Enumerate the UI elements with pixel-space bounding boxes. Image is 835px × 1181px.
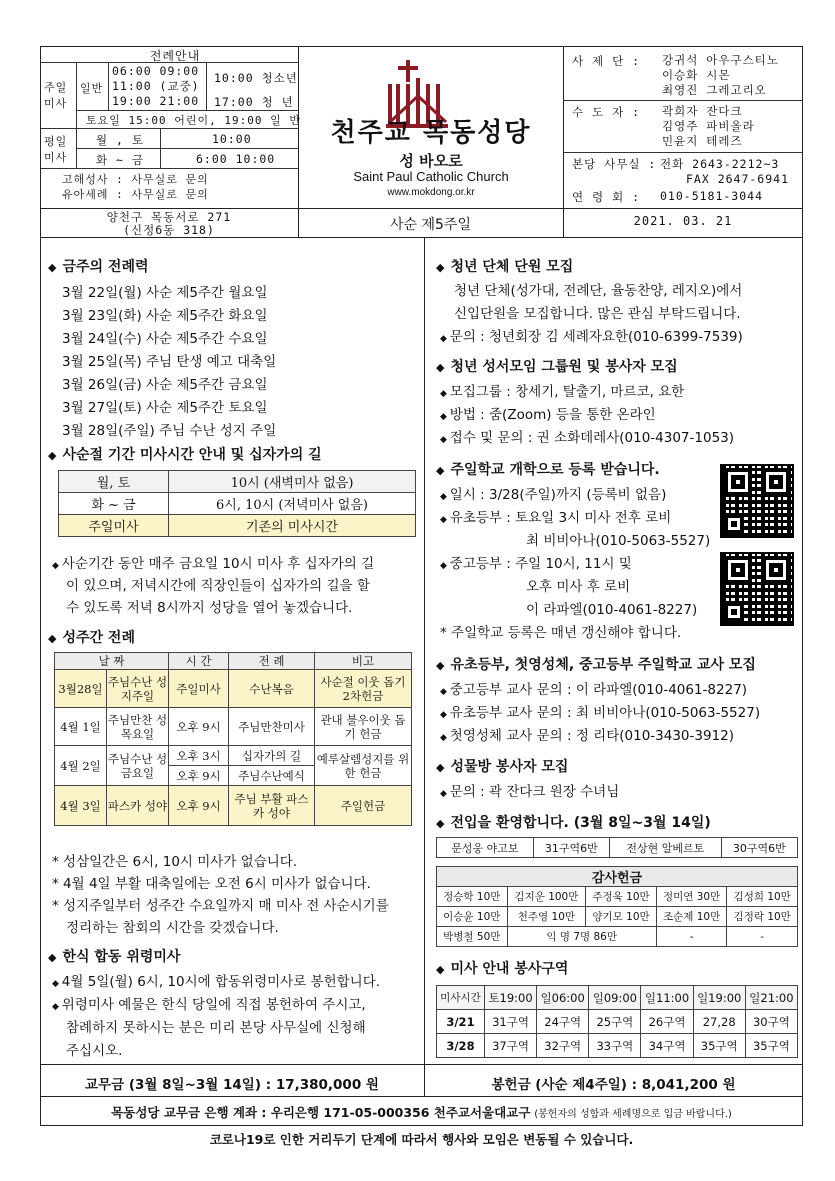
office-phone: 전화 2643-2212~3 bbox=[660, 157, 780, 171]
parish-amount: 교무금 (3월 8일~3월 14일) : 17,380,000 원 bbox=[85, 1077, 379, 1093]
priest-name: 최영진 그레고리오 bbox=[662, 83, 767, 97]
liturgy-item: 3월 26일(금) 사순 제5주간 금요일 bbox=[62, 377, 268, 393]
thanks-cell: 천주영 10만 bbox=[507, 907, 586, 927]
school-line: 최 비비아나(010-5063-5527) bbox=[526, 533, 711, 549]
youth-time-1: 10:00 청소년 bbox=[214, 71, 298, 85]
priest-name: 이승화 시몬 bbox=[662, 68, 731, 82]
holy-note-line: 성지주일부터 성주간 수요일까지 매 미사 전 사순시기를 bbox=[63, 898, 389, 914]
area-cell: 25구역 bbox=[589, 1010, 641, 1034]
holy-date: 4월 2일 bbox=[55, 746, 107, 786]
sunday-time-2: 11:00 (교중) bbox=[112, 79, 200, 93]
liturgy-item: 3월 22일(월) 사순 제5주간 월요일 bbox=[62, 285, 268, 301]
shop-title: 성물방 봉사자 모집 bbox=[450, 759, 569, 775]
area-header: 일09:00 bbox=[589, 986, 641, 1010]
liturgy-item: 3월 24일(수) 사순 제5주간 수요일 bbox=[62, 331, 268, 347]
school-line: 이 라파엘(010-4061-8227) bbox=[526, 602, 698, 618]
liturgy-title: 금주의 전례력 bbox=[62, 259, 149, 275]
lent-time: 기존의 미사시간 bbox=[169, 515, 416, 537]
area-header: 토19:00 bbox=[484, 986, 536, 1010]
liturgy-item: 3월 28일(주일) 주님 수난 성지 주일 bbox=[62, 423, 277, 439]
thanks-cell: 김지운 100만 bbox=[507, 887, 586, 907]
thanks-cell: 주정욱 10만 bbox=[586, 887, 657, 907]
thanks-cell: 정승학 10만 bbox=[437, 887, 508, 907]
holy-day: 주님수난 성지주일 bbox=[107, 670, 169, 708]
holy-time: 오후 9시 bbox=[169, 708, 229, 746]
area-cell: 37구역 bbox=[484, 1034, 536, 1058]
schedule-title: 전례안내 bbox=[149, 49, 201, 63]
week-title: 사순 제5주일 bbox=[390, 217, 471, 233]
bible-line: 접수 및 문의 : 권 소화데레사(010-4307-1053) bbox=[449, 430, 735, 446]
bible-line: 모집그룹 : 창세기, 탈출기, 마르코, 요한 bbox=[449, 384, 685, 400]
area-cell: 30구역 bbox=[745, 1010, 797, 1034]
weekday-label-2: 미사 bbox=[44, 151, 68, 164]
sunday-time-3: 19:00 21:00 bbox=[112, 94, 200, 108]
weekday-label-1: 평일 bbox=[44, 135, 68, 148]
staff-role-religious: 수 도 자 : bbox=[572, 105, 641, 119]
area-header: 일11:00 bbox=[641, 986, 693, 1010]
lent-title: 사순절 기간 미사시간 안내 및 십자가의 길 bbox=[62, 447, 322, 463]
school-line: 일시 : 3/28(주일)까지 (등록비 없음) bbox=[449, 487, 667, 503]
qr-code-icon bbox=[720, 464, 794, 538]
thanks-cell: - bbox=[727, 927, 798, 947]
holy-day: 주님수난 성금요일 bbox=[107, 746, 169, 786]
area-cell: 32구역 bbox=[537, 1034, 589, 1058]
lent-time: 6시, 10시 (저녁미사 없음) bbox=[169, 493, 416, 515]
memorial-line: 주십시오. bbox=[66, 1043, 123, 1059]
youth-line: 문의 : 청년회장 김 세례자요한(010-6399-7539) bbox=[449, 329, 743, 345]
area-cell: 27,28 bbox=[693, 1010, 745, 1034]
address-line-1: 양천구 목동서로 271 bbox=[106, 210, 232, 224]
liturgy-item: 3월 25일(목) 주님 탄생 예고 대축일 bbox=[62, 354, 277, 370]
thanks-cell: 조순제 10만 bbox=[656, 907, 727, 927]
holy-week-table bbox=[54, 652, 412, 826]
weekday-time-2: 6:00 10:00 bbox=[196, 152, 276, 166]
holy-date: 4월 3일 bbox=[55, 786, 107, 826]
holy-time: 주일미사 bbox=[169, 670, 229, 708]
lent-note: 수 있도록 저녁 8시까지 성당을 열어 놓겠습니다. bbox=[66, 600, 353, 616]
liturgy-item: 3월 27일(토) 사순 제5주간 토요일 bbox=[62, 400, 268, 416]
sunday-label-1: 주일 bbox=[44, 81, 68, 94]
memorial-line: 위령미사 예물은 한식 당일에 직접 봉헌하여 주시고, bbox=[61, 997, 366, 1013]
area-header: 일19:00 bbox=[693, 986, 745, 1010]
council-phone: 010-5181-3044 bbox=[660, 189, 764, 203]
memorial-title: 한식 합동 위령미사 bbox=[62, 949, 181, 965]
area-cell: 31구역 bbox=[484, 1010, 536, 1034]
liturgy-item: 3월 23일(화) 사순 제5주간 화요일 bbox=[62, 308, 268, 324]
memorial-line: 참례하지 못하시는 분은 미리 본당 사무실에 신청해 bbox=[66, 1020, 366, 1036]
welcome-cell: 전상현 알베르토 bbox=[609, 838, 721, 858]
church-web: www.mokdong.or.kr bbox=[387, 187, 475, 198]
church-patron: 성 바오로 bbox=[399, 152, 463, 170]
welcome-title: 전입을 환영합니다. (3월 8일~3월 14일) bbox=[450, 815, 711, 831]
school-line: 중고등부 : 주일 10시, 11시 및 bbox=[449, 556, 632, 572]
bulletin-date: 2021. 03. 21 bbox=[633, 214, 733, 228]
bible-line: 방법 : 줌(Zoom) 등을 통한 온라인 bbox=[449, 407, 656, 423]
sacrament-confession: 고해성사 : 사무실로 문의 bbox=[62, 173, 209, 186]
teacher-line: 유초등부 교사 문의 : 최 비비아나(010-5063-5527) bbox=[449, 705, 761, 721]
thanks-cell: 박병철 50만 bbox=[437, 927, 508, 947]
sunday-sat-label: 일반 bbox=[80, 82, 104, 95]
area-title: 미사 안내 봉사구역 bbox=[450, 961, 569, 977]
holy-note: 예루살렘성지를 위한 헌금 bbox=[315, 746, 412, 786]
youth-time-2: 17:00 청 년 bbox=[214, 95, 294, 109]
office-label: 본당 사무실 : bbox=[572, 157, 657, 171]
welcome-cell: 31구역6반 bbox=[533, 838, 609, 858]
holy-header: 전 례 bbox=[229, 653, 315, 670]
welcome-cell: 문성웅 야고보 bbox=[437, 838, 534, 858]
area-cell: 33구역 bbox=[589, 1034, 641, 1058]
holy-note-line: 정리하는 참회의 시간을 갖겠습니다. bbox=[66, 920, 279, 936]
holy-note: 주일헌금 bbox=[315, 786, 412, 826]
area-header: 일06:00 bbox=[537, 986, 589, 1010]
holy-note-line: 성삼일간은 6시, 10시 미사가 없습니다. bbox=[63, 854, 298, 870]
thanks-table bbox=[436, 866, 798, 947]
council-label: 연 령 회 : bbox=[572, 190, 641, 204]
memorial-line: 4월 5일(월) 6시, 10시에 합동위령미사로 봉헌합니다. bbox=[61, 974, 381, 990]
thanks-cell: 익 명 7명 86만 bbox=[507, 927, 656, 947]
religious-name: 민윤지 테레즈 bbox=[662, 134, 743, 148]
holy-header: 시 간 bbox=[169, 653, 229, 670]
youth-line: 신입단원을 모집합니다. 많은 관심 부탁드립니다. bbox=[454, 306, 741, 322]
shop-line: 문의 : 곽 잔다크 원장 수녀님 bbox=[449, 784, 620, 800]
area-cell: 3/21 bbox=[437, 1010, 485, 1034]
lent-time: 10시 (새벽미사 없음) bbox=[169, 471, 416, 493]
holy-day: 파스카 성야 bbox=[107, 786, 169, 826]
covid-notice: 코로나19로 인한 거리두기 단계에 따라서 행사와 모임은 변동될 수 있습니다. bbox=[209, 1132, 634, 1147]
holy-rite: 주님 부활 파스카 성야 bbox=[229, 786, 315, 826]
holy-day: 주님만찬 성목요일 bbox=[107, 708, 169, 746]
thanks-cell: - bbox=[656, 927, 727, 947]
lent-day: 화 ~ 금 bbox=[59, 493, 169, 515]
thanks-cell: 김성희 10만 bbox=[727, 887, 798, 907]
thanks-cell: 이승윤 10만 bbox=[437, 907, 508, 927]
youth-title: 청년 단체 단원 모집 bbox=[450, 259, 574, 275]
welcome-table bbox=[436, 837, 798, 858]
area-header: 일21:00 bbox=[745, 986, 797, 1010]
welcome-cell: 30구역6반 bbox=[721, 838, 797, 858]
teacher-line: 첫영성체 교사 문의 : 정 리타(010-3430-3912) bbox=[449, 728, 735, 744]
holy-header: 비고 bbox=[315, 653, 412, 670]
youth-line: 청년 단체(성가대, 전례단, 율동찬양, 레지오)에서 bbox=[454, 283, 743, 299]
sunday-label-2: 미사 bbox=[44, 97, 68, 110]
school-line: 오후 미사 후 로비 bbox=[526, 579, 631, 595]
area-cell: 24구역 bbox=[537, 1010, 589, 1034]
teacher-line: 중고등부 교사 문의 : 이 라파엘(010-4061-8227) bbox=[449, 682, 748, 698]
teacher-title: 유초등부, 첫영성체, 중고등부 주일학교 교사 모집 bbox=[450, 657, 756, 673]
holy-date: 3월28일 bbox=[55, 670, 107, 708]
holy-header: 날 짜 bbox=[55, 653, 169, 670]
thanks-cell: 김정락 10만 bbox=[727, 907, 798, 927]
area-cell: 26구역 bbox=[641, 1010, 693, 1034]
weekday-days-1: 월 , 토 bbox=[96, 133, 144, 147]
holy-time: 오후 3시 bbox=[169, 746, 229, 766]
bible-title: 청년 성서모임 그룹원 및 봉사자 모집 bbox=[450, 359, 678, 375]
lent-day: 월, 토 bbox=[59, 471, 169, 493]
holy-rite: 주님만찬미사 bbox=[229, 708, 315, 746]
bank-note: (봉헌자의 성함과 세례명으로 입금 바랍니다.) bbox=[534, 1109, 732, 1120]
lent-note: 이 있으며, 저녁시간에 직장인들이 십자가의 길을 할 bbox=[66, 578, 370, 594]
sacrament-baptism: 유아세례 : 사무실로 문의 bbox=[62, 188, 209, 201]
thanks-cell: 정미연 30만 bbox=[656, 887, 727, 907]
qr-code-icon bbox=[720, 552, 794, 626]
priest-name: 강귀석 아우구스티노 bbox=[662, 53, 779, 67]
area-cell: 34구역 bbox=[641, 1034, 693, 1058]
staff-role-priests: 사 제 단 : bbox=[572, 54, 641, 68]
area-cell: 35구역 bbox=[693, 1034, 745, 1058]
holy-time: 오후 9시 bbox=[169, 786, 229, 826]
lent-note: 사순기간 동안 매주 금요일 10시 미사 후 십자가의 길 bbox=[61, 556, 375, 572]
address-line-2: (신정6동 318) bbox=[123, 223, 215, 237]
saturday-note: 토요일 15:00 어린이, 19:00 일 반 bbox=[86, 114, 301, 127]
religious-name: 김영주 파비올라 bbox=[662, 119, 755, 133]
weekday-days-2: 화 ~ 금 bbox=[96, 153, 144, 167]
area-table bbox=[436, 985, 798, 1058]
holy-time: 오후 9시 bbox=[169, 766, 229, 786]
sunday-time-1: 06:00 09:00 bbox=[112, 64, 200, 78]
holy-note: 관내 불우이웃 돕기 헌금 bbox=[315, 708, 412, 746]
lent-table bbox=[58, 470, 416, 537]
church-english: Saint Paul Catholic Church bbox=[353, 169, 509, 184]
school-line: 주일학교 등록은 매년 갱신해야 합니다. bbox=[451, 625, 682, 641]
holy-rite: 수난복음 bbox=[229, 670, 315, 708]
area-header: 미사시간 bbox=[437, 986, 485, 1010]
holy-rite: 십자가의 길 bbox=[229, 746, 315, 766]
school-title: 주일학교 개학으로 등록 받습니다. bbox=[450, 462, 660, 478]
area-cell: 3/28 bbox=[437, 1034, 485, 1058]
holy-note: 사순절 이웃 돕기 2차헌금 bbox=[315, 670, 412, 708]
offering-amount: 봉헌금 (사순 제4주일) : 8,041,200 원 bbox=[491, 1077, 736, 1093]
holy-note-line: 4월 4일 부활 대축일에는 오전 6시 미사가 없습니다. bbox=[63, 876, 371, 892]
holy-week-title: 성주간 전례 bbox=[62, 630, 135, 646]
thanks-title: 감사헌금 bbox=[437, 867, 798, 887]
thanks-cell: 양기모 10만 bbox=[586, 907, 657, 927]
holy-date: 4월 1일 bbox=[55, 708, 107, 746]
religious-name: 곽희자 잔다크 bbox=[662, 104, 743, 118]
holy-rite: 주님수난예식 bbox=[229, 766, 315, 786]
office-fax: FAX 2647-6941 bbox=[686, 172, 790, 186]
church-name: 천주교 목동성당 bbox=[330, 118, 532, 148]
lent-day: 주일미사 bbox=[59, 515, 169, 537]
weekday-time-1: 10:00 bbox=[212, 132, 252, 146]
area-cell: 35구역 bbox=[745, 1034, 797, 1058]
bank-account: 목동성당 교무금 은행 계좌 : 우리은행 171-05-000356 천주교서울대교구 bbox=[111, 1105, 531, 1120]
school-line: 유초등부 : 토요일 3시 미사 전후 로비 bbox=[449, 510, 672, 526]
